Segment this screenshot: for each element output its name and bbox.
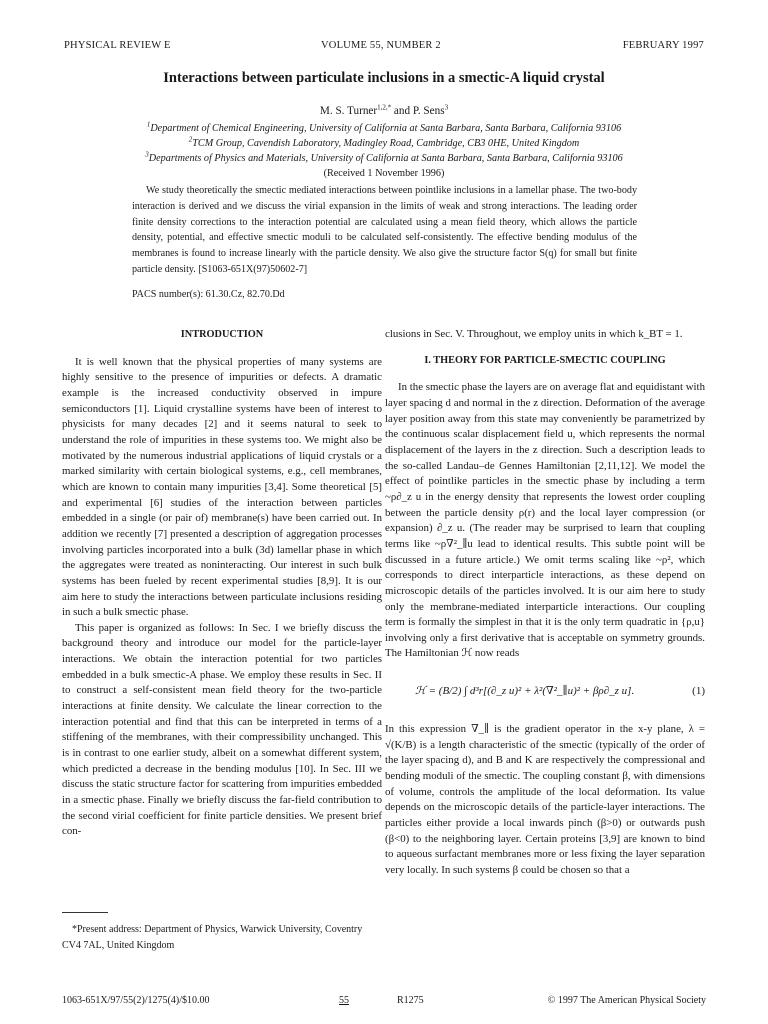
volume-page-number: 55 [339,995,349,1006]
author-sens: P. Sens [412,105,445,117]
author-turner: M. S. Turner [319,105,378,117]
affiliation-1 [64,121,704,136]
abstract: We study theoretically the smectic mediated interactions between pointlike inclusions in a lamellar phase. The two-body interaction is derived and we discuss the virial expansion in the limits of weak and strong interactions. The leading order finite density corrections to the interaction potential are calculated using a mean field theory, which allows the particle density, potential, and effective smectic moduli to be calculated self-consistently. The effective bending modulus of the membranes is found to increase linearly with the particle density. We also give the structure factor S(q) for small but finite particle density. [S1063-651X(97)50602-7] [132,185,637,275]
affiliation-1-text: Department of Chemical Engineering, University of California at Santa Barbara, Santa Barbara, California 93106 [150,123,622,134]
affiliation-3-text: Departments of Physics and Materials, University of California at Santa Barbara, Santa Barbara, California 93106 [148,153,623,164]
affiliation-3 [64,151,704,166]
pacs-numbers: PACS number(s): 61.30.Cz, 82.70.Dd [132,289,285,300]
article-code: 1063-651X/97/55(2)/1275(4)/$10.00 [62,995,210,1006]
affiliation-2-mark: 2 [188,135,193,144]
paper-title: Interactions between particulate inclusions in a smectic-A liquid crystal [163,70,605,86]
author-turner-marks: 1,2,* [377,103,392,112]
section-heading-theory: I. THEORY FOR PARTICLE-SMECTIC COUPLING [424,354,666,366]
page-number: R1275 [397,995,424,1006]
intro-paragraph-2: This paper is organized as follows: In Sec. I we briefly discuss the background theory and introduce our model for the particle-layer interactions. We obtain the interaction potential for two particles embedded in a bulk smectic-A phase. We employ these results in Sec. II to construct a self-consistent mean field theory for the two-particle interactions at finite density. We calculate the linear correction to the interaction potential and find that this can be interpreted in terms of a stiffening of the membranes, with their compressibility unchanged. This is in contrast to one earlier study, albeit on a somewhat different system, which predicted a decrease in the bending modulus [10]. In Sec. III we discuss the static structure factor for scattering from impurities embedded in a smectic phase. Finally we briefly discuss the far-field contribution to the second virial coefficient for finite particle densities. We present brief con- [62,621,382,838]
theory-paragraph-2: In this expression ∇_∥ is the gradient operator in the x-y plane, λ = √(K/B) is a length characteristic of the smectic (typically of the order of the layer spacing d), and B and K are respectively the compressional and bending moduli of the smectic. The coupling constant β, with dimensions of volume, controls the amplitude of the local deformation. Its value depends on the microscopic details of the particle-layer interactions. The particles either provide a local inwards pinch (β>0) or outwards push (β<0) to the neighboring layer. Certain proteins [3,9] are known to bind to aqueous surfactant membranes more or less fixing the layer separation very locally. In such systems β could be chosen so that a [385,723,705,877]
left-column [62,327,382,840]
equation-1-number: (1) [692,685,705,698]
running-header [64,40,704,54]
journal-name: PHYSICAL REVIEW E [64,40,171,51]
author-joiner: and [393,105,411,117]
right-column [385,327,705,879]
affiliation-3-mark: 3 [145,150,149,159]
equation-1 [385,672,705,712]
affiliation-2-text: TCM Group, Cavendish Laboratory, Madingley Road, Cambridge, CB3 0HE, United Kingdom [192,138,580,149]
affiliation-1-mark: 1 [146,120,151,129]
page-footer [62,995,706,1009]
continuation-text: clusions in Sec. V. Throughout, we employ units in which k_BT = 1. [385,328,683,340]
equation-1-body: ℋ = (B/2) ∫ d³r[(∂_z u)² + λ²(∇²_∥u)² + βρ∂_z u]. [415,685,635,698]
author-sens-marks: 3 [444,103,449,112]
issue-date: FEBRUARY 1997 [622,40,704,51]
received-date: (Received 1 November 1996) [323,168,445,179]
affiliations [64,121,704,181]
footnote: *Present address: Department of Physics, Warwick University, Coventry CV4 7AL, United Kingdom [62,924,363,951]
intro-paragraph-1: It is well known that the physical properties of many systems are highly sensitive to the presence of impurities or defects. A dramatic example is the increased conductivity observed in impure semiconductors [1]. Liquid crystalline systems have been of interest to physicists for many decades [2] and it seems natural to seek to understand the role of impurities in these systems too. We might also be motivated by the numerous industrial applications of liquid crystals or a marked similarity with certain biological systems, e.g., cell membranes, which are known to contain many impurities [3,4]. Some theoretical [5] and experimental [6] studies of the interaction between particles embedded in a single (or pair of) membrane(s) have been carried out. In addition we recently [7] presented a description of aggregation processes involving particles incorporated into a bulk (3d) lamellar phase in which the aggregates were treated as noninteracting. Our interest in such bulk systems has been fueled by recent experimental studies [8,9]. It is our aim here to study the interactions between particulate inclusions residing in such a bulk smectic phase. [62,355,382,619]
volume-number: VOLUME 55, NUMBER 2 [321,40,441,51]
theory-paragraph-1: In the smectic phase the layers are on average flat and equidistant with layer spacing d and normal in the z direction. Deformation of the average layer position away from this state may conveniently be parametrized by the continuous scalar displacement field u, which represents the normal displacement of the layers in the z direction. Such a description leads to the so-called Landau–de Gennes Hamiltonian [2,11,12]. We model the effect of pointlike particles in the smectic phase by including a term ~ρ∂_z u in the energy density that represents the lowest order coupling between the particle density ρ(r) and the local layer compression (or expansion) ∂_z u. (The reader may be surprised to learn that coupling terms like ~ρ∇²_∥u lead to identical results. This subtle point will be discussed in a future article.) We omit terms scaling like ~ρ², which corresponds to direct interparticle interactions, as these depend on microscopic details of the particles involved. It is our aim here to study only the membrane-mediated interparticle interactions. Our coupling term is formally the simplest in that it is the only term quadratic in {ρ,u} involving only a first derivative that is acceptable on symmetry grounds. The Hamiltonian ℋ now reads [385,381,705,660]
affiliation-2 [64,136,704,151]
author-line [40,105,728,117]
copyright: © 1997 The American Physical Society [547,995,706,1006]
section-heading-introduction: INTRODUCTION [180,329,264,340]
footnote-rule [62,912,108,913]
